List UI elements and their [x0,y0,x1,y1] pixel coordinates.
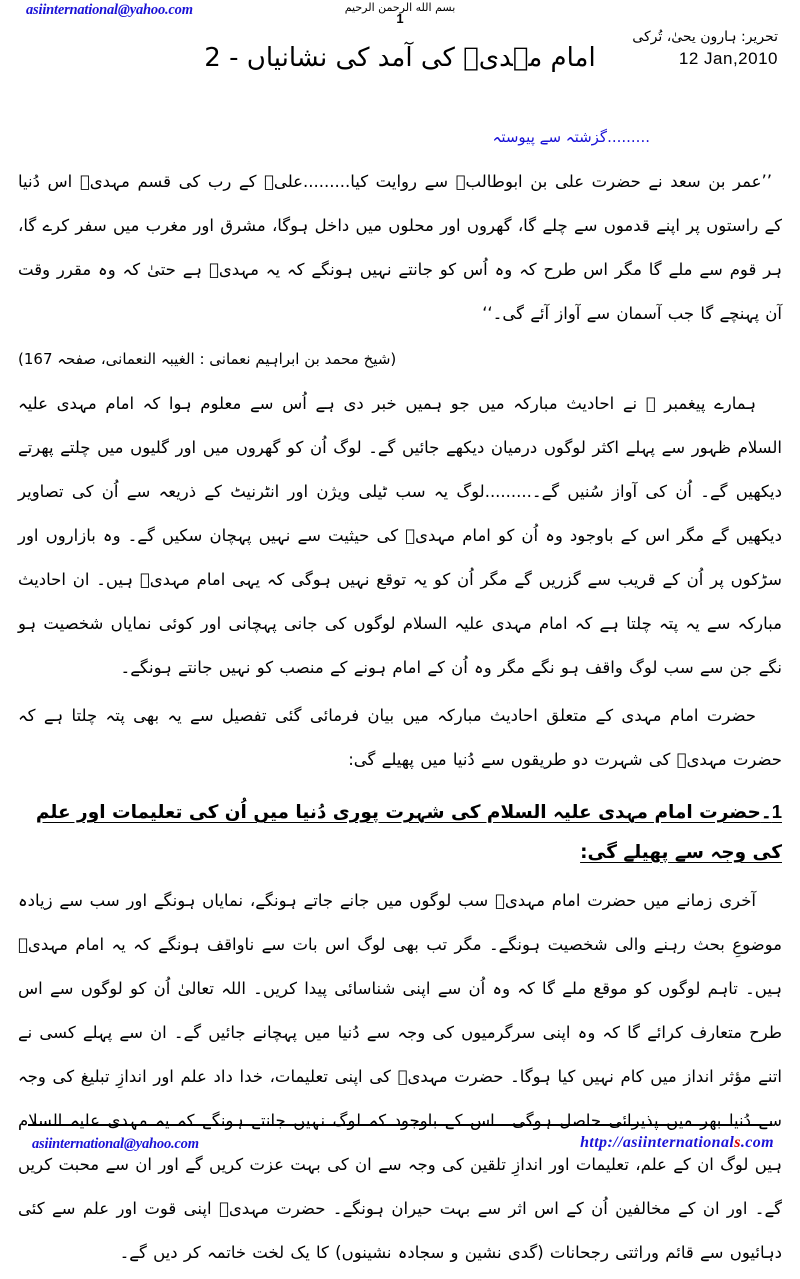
paragraph-prophet-ahadith: ہمارے پیغمبر ﷺ نے احادیث مبارکہ میں جو ہمیں خبر دی ہے اُس سے معلوم ہوا کہ امام مہدی علیہ السلام ظہور سے پہلے اکثر لوگوں درمیان دیکھے جائیں گے۔ لوگ اُن کو گھروں میں اور گلیوں میں چلتے پھرتے دیکھیں گے۔ اُن کی آواز سُنیں گے۔.........لوگ یہ سب ٹیلی ویژن اور انٹرنیٹ کے ذریعہ سے اُن کی تصاویر دیکھیں گے مگر اس کے باوجود وہ اُن کو امام مہدیؑ کی حیثیت سے نہیں پہچان سکیں گے۔ وہ بازاروں اور سڑکوں پر اُن کے قریب سے گزریں گے مگر اُن کو یہ توقع نہیں ہوگی کہ یہی امام مہدیؑ ہیں۔ ان احادیث مبارکہ سے یہ پتہ چلتا ہے کہ امام مہدی علیہ السلام لوگوں کی جانی پہچانی اور کوئی نمایاں شخصیت ہو نگے جن سے سب لوگ واقف ہو نگے مگر وہ اُن کے امام ہونے کے منصب کو نہیں جانتے ہونگے۔ [18,394,782,677]
page-footer [0,1124,800,1174]
paragraph-last-era: آخری زمانے میں حضرت امام مہدیؑ سب لوگوں میں جانے جاتے ہونگے، نمایاں ہونگے اور سب سے زیادہ موضوعِ بحث رہنے والی شخصیت ہونگے۔ مگر تب بھی لوگ اس بات سے ناواقف ہونگے کہ یہ امام مہدیؑ ہیں۔ تاہم لوگوں کو موقع ملے گا کہ وہ اُن سے اپنی شناسائی پیدا کریں۔ اللہ تعالیٰ اُن کو لوگوں سے اس طرح متعارف کرائے گا کہ وہ اپنی سرگرمیوں کی وجہ سے دُنیا میں پہچانے جائیں گے۔ ان سے پہلے کسی نے اتنے مؤثر انداز میں کام نہیں کیا ہوگا۔ حضرت مہدیؑ کی اپنی تعلیمات، خدا داد علم اور اندازِ تبلیغ کی وجہ سے دُنیا بھر میں پذیرائی حاصل ہوگی۔ اس کے باوجود کہ لوگ نہیں جانتے ہونگے کہ یہ مہدی علیہ السلام ہیں لوگ ان کے علم، تعلیمات اور اندازِ تلقین کی وجہ سے ان کی بہت عزت کریں گے اور ان سے محبت کریں گے۔ اور ان کے مخالفین اُن کے اس اثر سے بہت حیران ہونگے۔ حضرت مہدیؑ اپنی قوت اور علم سے کئی دہائیوں سے قائم وراثتی رجحانات (گدی نشین و سجادہ نشینوں) کا یک لخت خاتمہ کر دیں گے۔ [18,891,782,1262]
article-title: امام مہدیؑ کی آمد کی نشانیاں - 2 [204,43,596,73]
page-header [0,0,800,120]
page-number: 1 [396,11,404,26]
source-citation: (شيخ محمد بن ابراہيم نعمانی : الغيبہ النعمانی، صفحہ 167) [18,350,397,368]
paragraph-two-ways: حضرت امام مہدی کے متعلق احادیث مبارکہ میں بیان فرمائی گئی تفصیل سے یہ بھی پتہ چلتا ہے کہ حضرت مہدیؑ کی شہرت دو طریقوں سے دُنیا میں پھیلے گی: [18,706,782,769]
footer-email-address[interactable]: asiinternational@yahoo.com [32,1136,199,1152]
footer-url-accent-letter: s [734,1134,741,1151]
header-email-address[interactable]: asiinternational@yahoo.com [26,2,193,18]
continued-note-dots: ......... [607,128,650,146]
continued-note-text: گزشتہ سے پیوستہ [492,128,608,146]
bismillah-block [0,0,800,25]
publication-date: 12 Jan,2010 [678,49,778,68]
footer-url-suffix: .com [740,1134,774,1151]
hadith-quote-paragraph: ’’عمر بن سعد نے حضرت علی بن ابوطالبؓ سے روایت کیا.........علیؑ کے رب کی قسم مہدیؑ اس دُنیا کے راستوں پر اپنے قدموں سے چلے گا، گھروں اور محلوں میں داخل ہوگا، مشرق اور مغرب میں سفر کرے گا، ہر قوم سے ملے گا مگر اس طرح کہ وہ اُس کو جانتے نہیں ہونگے کہ یہ مہدیؑ ہے حتیٰ کہ وہ مقرر وقت آن پہنچے گا جب آسمان سے آواز آئے گی۔‘‘ [18,172,782,323]
footer-divider [28,1124,772,1126]
section-heading-separator: ۔ [760,802,772,823]
section-heading-number: 1 [771,801,782,822]
footer-website-url[interactable] [580,1134,774,1152]
section-heading-1 [18,792,782,873]
continued-from-previous-note [493,126,650,148]
author-byline: تحرير: ہارون يحیٰ، تُركی [632,29,778,45]
bismillah-text: بسم الله الرحمن الرحيم [344,1,456,14]
section-heading-text: حضرت امام مہدی علیہ السلام کی شہرت پوری دُنیا میں اُن کی تعلیمات اور علم کی وجہ سے پھیلے گی: [35,802,782,863]
article-body [18,160,782,1279]
footer-url-prefix: http://asiinternational [580,1134,735,1151]
